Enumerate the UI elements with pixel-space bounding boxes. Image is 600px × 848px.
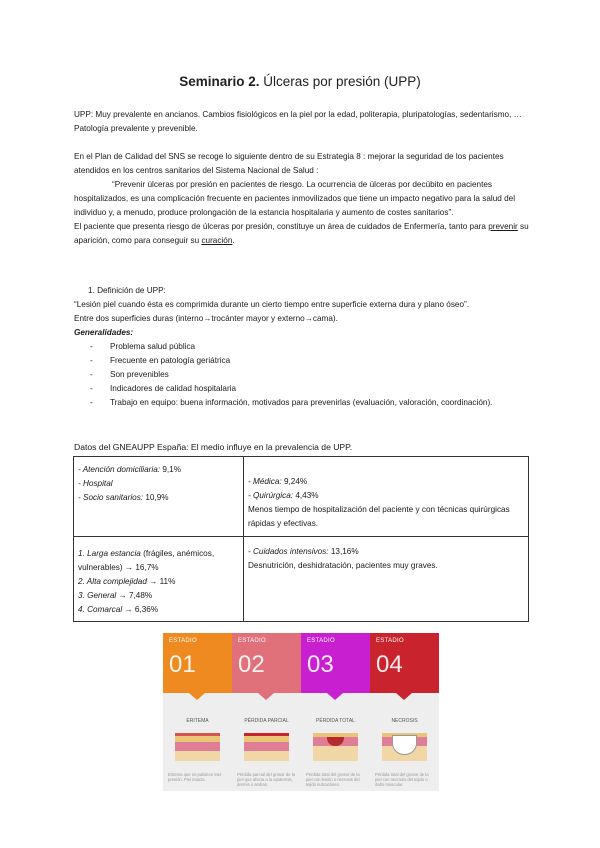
table-cell-hospital-types: 1. Larga estancia (frágiles, anémicos, vulnerables) → 16,7% 2. Alta complejidad → 11% 3. General → 7,48% 4. Comarcal → 6,36% [74, 537, 244, 621]
skin-layers-icon [313, 733, 358, 761]
stage-header: ESTADIO 04 [370, 633, 439, 693]
definition-quote: “Lesión piel cuando ésta es comprimida durante un cierto tiempo entre superficie externa dura y plano óseo”. [74, 300, 470, 309]
table-cell-settings: - Atención domiciliaria: 9,1% - Hospital - Socio sanitarios: 10,9% [74, 457, 244, 537]
definition-surfaces: Entre dos superficies duras (interno→trocánter mayor y externo→cama). [74, 314, 338, 323]
stage-notch [258, 693, 274, 700]
prevalence-table [73, 456, 529, 622]
page-title: Seminario 2. Úlceras por presión (UPP) [179, 74, 421, 89]
list-item: - Problema salud pública [74, 340, 534, 354]
stage-notch [396, 693, 412, 700]
list-item: - Trabajo en equipo: buena información, motivados para prevenirlas (evaluación, valoración, coordinación). [74, 396, 534, 410]
stage-card: ESTADIO 02 PÉRDIDA PARCIAL Pérdida parcial del grosor de la piel que afecta a la epidermis, dermis o ambas. [232, 633, 301, 791]
table-cell-hospital-units: - Médica: 9,24% - Quirúrgica: 4,43% Menos tiempo de hospitalización del paciente y con técnicas quirúrgicas rápidas y efectivas. [244, 457, 528, 537]
list-item: - Frecuente en patología geriátrica [74, 354, 534, 368]
generalidades-heading: Generalidades: [74, 328, 134, 337]
skin-layers-icon [244, 733, 289, 761]
stage-header: ESTADIO 02 [232, 633, 301, 693]
list-item: - Indicadores de calidad hospitalaria [74, 382, 534, 396]
table-caption: Datos del GNEAUPP España: El medio influye en la prevalencia de UPP. [74, 442, 353, 452]
stage-card: ESTADIO 03 PÉRDIDA TOTAL Pérdida total del grosor de la piel con lesión o necrosis del tejido subcutáneo. [301, 633, 370, 791]
skin-layers-icon [382, 733, 427, 761]
intro-paragraph: UPP: Muy prevalente en ancianos. Cambios fisiológicos en la piel por la edad, politerapia, pluripatologías, sedentarismo, … Patología prevalente y prevenible. [74, 110, 522, 133]
table-cell-icu: - Cuidados intensivos: 13,16% Desnutrición, deshidratación, pacientes muy graves. [248, 547, 438, 570]
stage-card: ESTADIO 04 NECROSIS Pérdida total del grosor de la piel con necrosis del tejido o daño muscular. [370, 633, 439, 791]
stage-header: ESTADIO 01 [163, 633, 232, 693]
generalidades-list [74, 340, 534, 410]
stage-card: ESTADIO 01 ERITEMA Eritema que no palidece tras presión. Piel intacta. [163, 633, 232, 791]
stage-notch [327, 693, 343, 700]
plan-paragraph: En el Plan de Calidad del SNS se recoge lo siguiente dentro de su Estrategia 8 : mejorar la seguridad de los pacientes atendidos en los centros sanitarios del Sistema Nacional de Salud : “Prevenir úlceras por presión en pacientes de riesgo. La ocurrencia de úlceras por decúbito en pacientes hospitalizados, es una complicación frecuente en pacientes inmovilizados que tiene un impacto negativo para la salud del individuo y, a menudo, produce prolongación de la estancia hospitalaria y aumento de costes sanitarios”. El paciente que presenta riesgo de úlceras por presión, constituye un área de cuidados de Enfermería, tanto para prevenir su aparición, como para conseguir su curación. [74, 152, 529, 245]
definition-heading: 1. Definición de UPP: [88, 286, 166, 295]
skin-layers-icon [175, 733, 220, 761]
stage-notch [189, 693, 205, 700]
upp-stages-infographic [163, 633, 439, 791]
stage-header: ESTADIO 03 [301, 633, 370, 693]
list-item: - Son prevenibles [74, 368, 534, 382]
